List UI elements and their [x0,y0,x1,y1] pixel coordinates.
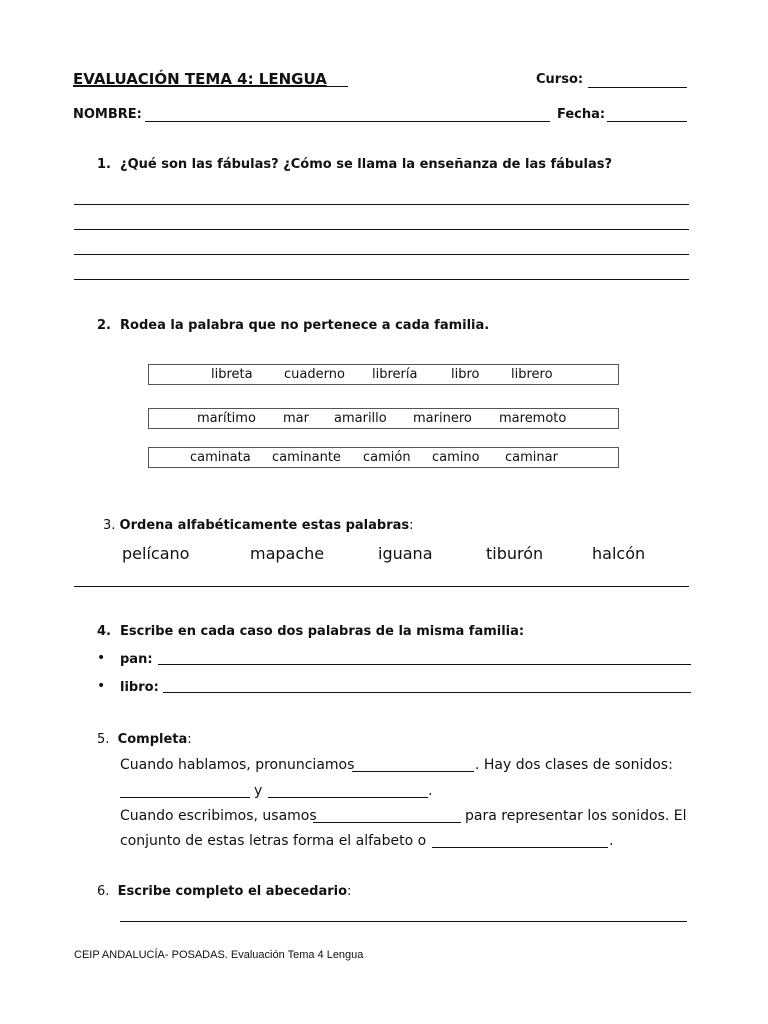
question-4-text: Escribe en cada caso dos palabras de la misma familia [120,624,519,639]
question-1-number: 1. [97,157,111,172]
question-2-number: 2. [97,318,111,333]
family-word[interactable]: camión [363,450,411,465]
family-word[interactable]: marítimo [197,411,256,426]
fecha-label: Fecha: [557,107,606,122]
page-footer: CEIP ANDALUCÍA- POSADAS. Evaluación Tema 4 Lengua [74,949,364,961]
completa-text-4: conjunto de estas letras forma el alfabeto o [120,833,427,849]
family-word[interactable]: mar [283,411,309,426]
nombre-label: NOMBRE: [73,107,142,122]
question-5-title: Completa [117,732,188,747]
question-6: 6. Escribe completo el abecedario: [97,884,352,899]
family-word[interactable]: libreta [211,367,253,382]
question-6-text: Escribe completo el abecedario [117,884,348,899]
family-word[interactable]: caminante [272,450,341,465]
answer-line-3[interactable] [74,586,689,587]
answer-line-6[interactable] [120,921,687,922]
question-3-number: 3. [103,518,116,533]
blank-consonantes[interactable] [268,797,428,798]
completa-text-3a: Cuando escribimos, usamos [120,808,317,824]
blank-vocales[interactable] [120,797,250,798]
bullet-icon: • [97,650,106,666]
word-to-order: mapache [250,544,325,563]
question-3: 3. Ordena alfabéticamente estas palabras: [103,518,414,533]
question-3-text: Ordena alfabéticamente estas palabras [119,518,410,533]
family-word[interactable]: camino [432,450,480,465]
family-word[interactable]: librero [511,367,553,382]
nombre-field[interactable] [145,121,550,122]
answer-line-libro[interactable] [163,692,691,693]
family-word[interactable]: librería [372,367,418,382]
word-to-order: pelícano [122,544,190,563]
family-word[interactable]: caminar [505,450,558,465]
answer-line-1a[interactable] [74,204,689,205]
answer-line-1d[interactable] [74,279,689,280]
question-1 [97,157,612,172]
question-2: 2. Rodea la palabra que no pertenece a cada familia. [97,318,490,333]
question-4: 4. Escribe en cada caso dos palabras de la misma familia: [97,624,525,639]
question-5: 5. Completa: [97,732,192,747]
family-item-pan: pan: [120,652,153,667]
bullet-icon: • [97,678,106,694]
family-word[interactable]: amarillo [334,411,387,426]
completa-text-1a: Cuando hablamos, pronunciamos [120,757,355,773]
word-to-order: tiburón [486,544,544,563]
blank-sonidos[interactable] [352,771,474,772]
completa-period: . [609,833,614,849]
family-word[interactable]: marinero [413,411,472,426]
curso-label: Curso: [536,72,584,87]
completa-text-2: y [254,783,263,799]
blank-abecedario[interactable] [432,847,608,848]
completa-text-1b: . Hay dos clases de sonidos: [475,757,673,773]
word-family-row-3 [148,447,619,468]
answer-line-1c[interactable] [74,254,689,255]
curso-field[interactable] [588,87,687,88]
question-1-text: ¿Qué son las fábulas? ¿Cómo se llama la enseñanza de las fábulas? [120,157,612,172]
page-title: EVALUACIÓN TEMA 4: LENGUA [73,70,327,88]
question-4-number: 4. [97,624,111,639]
family-word[interactable]: caminata [190,450,251,465]
answer-line-pan[interactable] [158,664,691,665]
family-word[interactable]: maremoto [499,411,567,426]
family-word[interactable]: libro [451,367,480,382]
family-item-libro: libro: [120,680,159,695]
word-to-order: halcón [592,544,646,563]
question-6-number: 6. [97,884,110,899]
word-family-row-1 [148,364,619,385]
completa-text-3b: para representar los sonidos. El [465,808,687,824]
family-word[interactable]: cuaderno [284,367,345,382]
question-5-number: 5. [97,732,110,747]
fecha-field[interactable] [607,121,687,122]
question-2-text: Rodea la palabra que no pertenece a cada familia [120,318,485,333]
title-underline [73,86,348,87]
word-family-row-2 [148,408,619,429]
completa-period: . [428,783,433,799]
answer-line-1b[interactable] [74,229,689,230]
word-to-order: iguana [378,544,433,563]
blank-letras[interactable] [313,822,461,823]
